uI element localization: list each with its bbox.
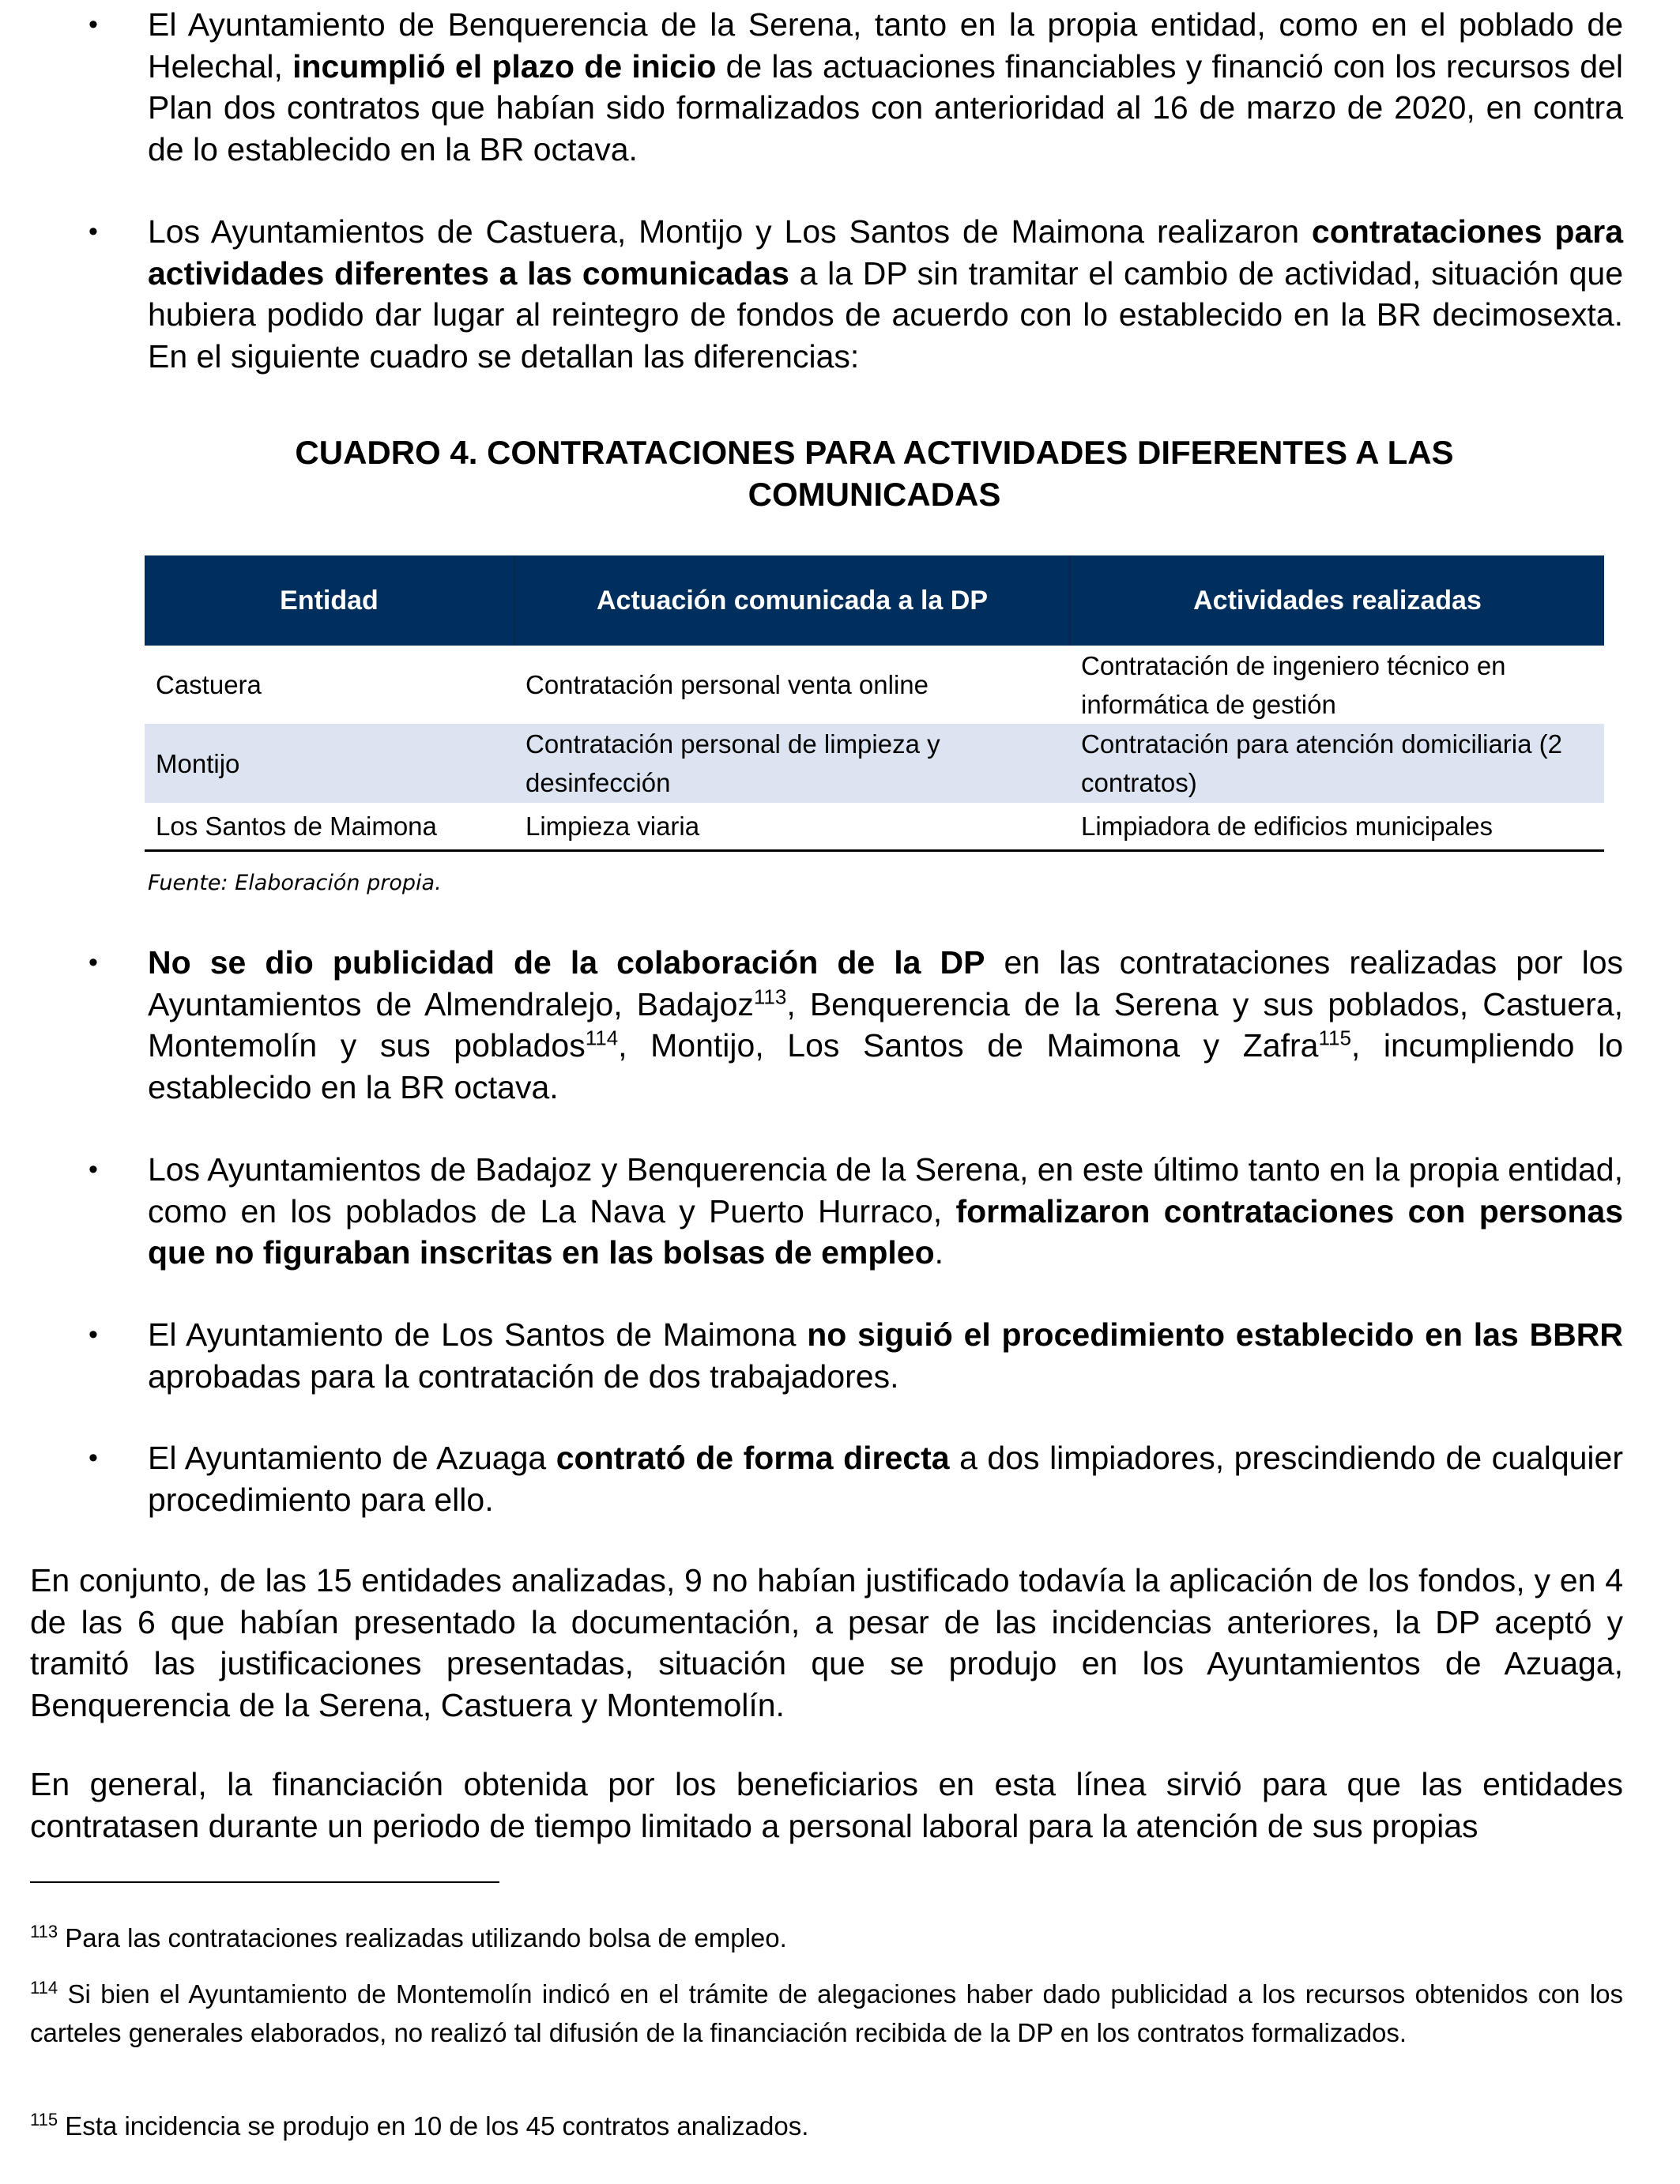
cell-actuacion: Contratación personal venta online [525, 670, 929, 699]
column-header: Actividades realizadas [1070, 555, 1604, 646]
cell-entidad: Los Santos de Maimona [145, 803, 514, 851]
footnote-number: 113 [30, 1922, 58, 1941]
footnote [30, 1975, 1623, 2052]
text-run: de las actuaciones financiables y financió con los recursos del Plan dos contratos que habían sido formalizados con anterioridad al 16 de marzo de 2020, en contra de lo establecido en la BR octava. [148, 47, 1623, 168]
table-source: Fuente: Elaboración propia. [148, 871, 442, 895]
table-title [145, 431, 1604, 515]
text-run: , Benquerencia de la Serena y sus poblados, Castuera, Montemolín y sus poblados [148, 985, 1623, 1064]
bold-text: contrataciones para actividades diferentes a las comunicadas [148, 213, 1624, 292]
table-row [145, 724, 1604, 803]
bullet-item [148, 1149, 1623, 1274]
cell-actividades: Contratación para atención domiciliaria (2 contratos) [1070, 724, 1604, 803]
column-header: Actuación comunicada a la DP [514, 555, 1070, 646]
text-run: . [934, 1234, 944, 1271]
text-run: a la DP sin tramitar el cambio de actividad, situación que hubiera podido dar lugar al reintegro de fondos de acuerdo con lo establecido en la BR decimosexta. En el siguiente cuadro se detallan las diferencias: [148, 254, 1624, 375]
bullet-icon: • [89, 1443, 98, 1473]
text-run: Los Ayuntamientos de Badajoz y Benquerencia de la Serena, en este último tanto en la propia entidad, como en los poblados de La Nava y Puerto Hurraco, [148, 1151, 1623, 1229]
bullet-icon: • [89, 947, 98, 977]
footnote-text: Para las contrataciones realizadas utilizando bolsa de empleo. [58, 1923, 787, 1952]
cell-actuacion: Contratación personal de limpieza y desinfección [514, 724, 1070, 803]
footnote-ref: 113 [753, 984, 787, 1008]
footnote-number: 115 [30, 2110, 58, 2129]
footnote-text: Esta incidencia se produjo en 10 de los 45 contratos analizados. [58, 2111, 809, 2141]
bullet-icon: • [89, 9, 98, 40]
text-run: El Ayuntamiento de Azuaga [148, 1440, 556, 1476]
cell-entidad: Castuera [156, 670, 262, 699]
table-header-row [145, 555, 1604, 646]
footnote-ref: 115 [1318, 1026, 1351, 1050]
bold-text: incumplió el plazo de inicio [292, 47, 717, 85]
body-paragraph: En conjunto, de las 15 entidades analizadas, 9 no habían justificado todavía la aplicación de los fondos, y en 4 de las 6 que habían presentado la documentación, a pesar de las incidencias anteriores, la DP aceptó y tramitó las justificaciones presentadas, situación que se produjo en los Ayuntamientos de Azuaga, Benquerencia de la Serena, Castuera y Montemolín. [30, 1562, 1623, 1723]
cell-actuacion: Limpieza viaria [514, 803, 1070, 851]
cell-actividades: Contratación de ingeniero técnico en informática de gestión [1081, 650, 1506, 719]
table-row [145, 646, 1604, 724]
footnote [30, 2107, 1623, 2145]
text-run: en las contrataciones realizadas por los Ayuntamientos de Almendralejo, Badajoz [148, 944, 1623, 1022]
table-row [145, 803, 1604, 851]
bullet-item [148, 942, 1623, 1108]
footnote-text: Si bien el Ayuntamiento de Montemolín indicó en el trámite de alegaciones haber dado publicidad a los recursos obtenidos con los carteles generales elaborados, no realizó tal difusión de la financiación recibida de la DP en los contratos formalizados. [30, 1979, 1623, 2047]
bold-text: no siguió el procedimiento establecido en las BBRR [807, 1316, 1623, 1353]
text-run: aprobadas para la contratación de dos trabajadores. [148, 1357, 899, 1395]
cell-actividades: Limpiadora de edificios municipales [1070, 803, 1604, 851]
cell-entidad: Montijo [145, 724, 514, 803]
text-run: El Ayuntamiento de Benquerencia de la Serena, tanto en la propia entidad, como en el poblado de Helechal, [148, 6, 1623, 85]
bold-text: contrató de forma directa [556, 1440, 950, 1476]
bold-text: formalizaron contrataciones con personas que no figuraban inscritas en las bolsas de empleo [148, 1192, 1624, 1271]
differences-table [145, 555, 1604, 852]
body-paragraph: En general, la financiación obtenida por los beneficiarios en esta línea sirvió para que las entidades contratasen durante un periodo de tiempo limitado a personal laboral para la atención de sus propias [30, 1766, 1623, 1844]
column-header: Entidad [145, 555, 514, 646]
footnote [30, 1919, 1623, 1957]
footnote-ref: 114 [585, 1026, 619, 1050]
text-run: , incumpliendo lo establecido en la BR octava. [148, 1027, 1623, 1105]
footnote-separator [30, 1881, 499, 1883]
table-title-line: CUADRO 4. CONTRATACIONES PARA ACTIVIDADES DIFERENTES A LAS [295, 434, 1454, 471]
bullet-item [148, 1314, 1623, 1397]
text-run: a dos limpiadores, prescindiendo de cualquier procedimiento para ello. [148, 1440, 1623, 1518]
text-run: El Ayuntamiento de Los Santos de Maimona [148, 1316, 808, 1353]
text-run: , Montijo, Los Santos de Maimona y Zafra [618, 1027, 1319, 1064]
bullet-item [148, 1437, 1623, 1520]
bullet-icon: • [89, 1154, 98, 1184]
bullet-icon: • [89, 217, 98, 247]
text-run: Los Ayuntamientos de Castuera, Montijo y Los Santos de Maimona realizaron [148, 213, 1312, 250]
bullet-icon: • [89, 1320, 98, 1350]
bullet-item [148, 211, 1623, 377]
bold-text: No se dio publicidad de la colaboración de la DP [148, 944, 985, 981]
footnote-number: 114 [30, 1978, 58, 1998]
bullet-item [148, 4, 1623, 170]
table-title-line: COMUNICADAS [748, 476, 1001, 513]
